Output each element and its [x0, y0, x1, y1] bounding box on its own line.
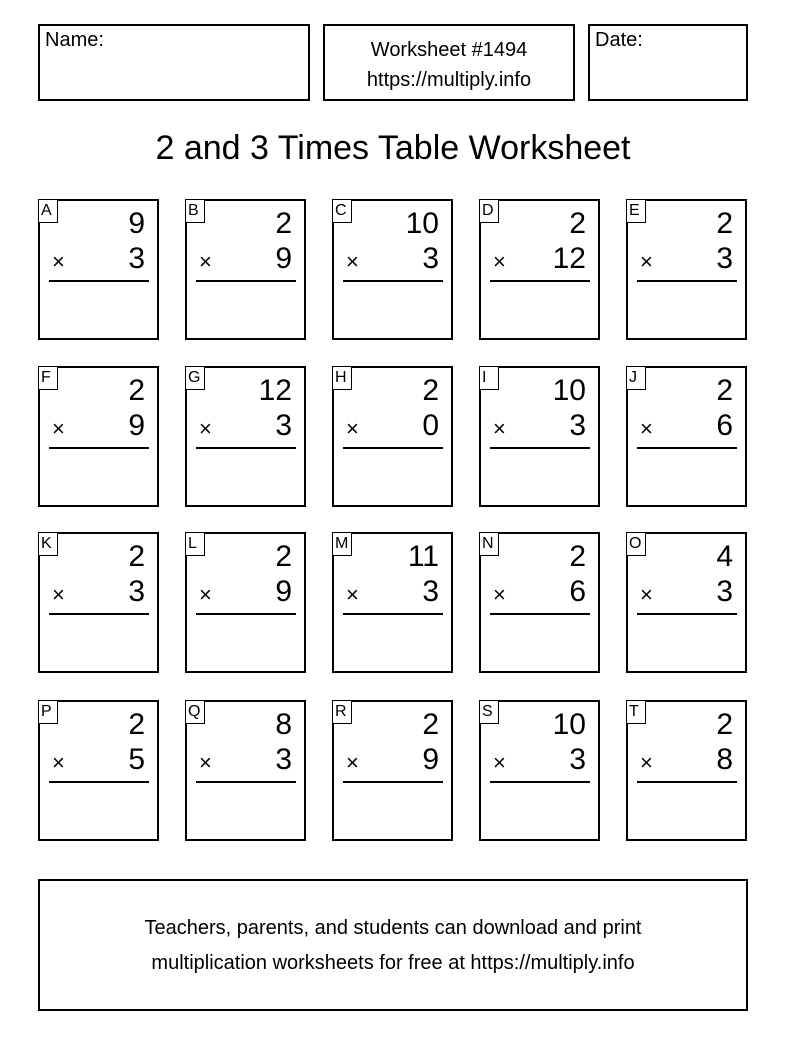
times-sign: ×	[199, 750, 212, 775]
problem-card[interactable]	[185, 700, 306, 841]
multiplicand: 10	[552, 708, 586, 741]
problem-card[interactable]	[479, 366, 600, 507]
multiplier: 3	[716, 242, 733, 275]
problem-letter: A	[38, 199, 58, 223]
multiplier: 3	[275, 743, 292, 776]
multiplier: 3	[128, 242, 145, 275]
multiplicand: 2	[128, 374, 145, 407]
multiplier: 3	[422, 242, 439, 275]
answer-line	[196, 781, 296, 783]
problem-card[interactable]	[38, 199, 159, 340]
times-sign: ×	[493, 582, 506, 607]
multiplier: 5	[128, 743, 145, 776]
problem-letter: N	[479, 532, 499, 556]
problem-letter: K	[38, 532, 58, 556]
problem-card[interactable]	[332, 366, 453, 507]
problem-letter: O	[626, 532, 646, 556]
times-sign: ×	[640, 416, 653, 441]
multiplier: 3	[128, 575, 145, 608]
problem-card[interactable]	[38, 366, 159, 507]
multiplicand: 2	[422, 374, 439, 407]
multiplier: 3	[275, 409, 292, 442]
problem-card[interactable]	[332, 199, 453, 340]
multiplicand: 2	[569, 540, 586, 573]
multiplicand: 2	[569, 207, 586, 240]
problem-letter: M	[332, 532, 352, 556]
answer-line	[196, 613, 296, 615]
multiplier: 6	[716, 409, 733, 442]
times-sign: ×	[52, 582, 65, 607]
multiplicand: 12	[258, 374, 292, 407]
multiplicand: 11	[407, 540, 439, 573]
problem-card[interactable]	[626, 700, 747, 841]
times-sign: ×	[52, 750, 65, 775]
times-sign: ×	[199, 249, 212, 274]
times-sign: ×	[346, 416, 359, 441]
answer-line	[49, 613, 149, 615]
problem-letter: G	[185, 366, 205, 390]
footer-line-2: multiplication worksheets for free at https://multiply.info	[151, 952, 635, 974]
answer-line	[49, 447, 149, 449]
problem-letter: S	[479, 700, 499, 724]
answer-line	[343, 280, 443, 282]
problem-card[interactable]	[479, 199, 600, 340]
multiplier: 9	[275, 242, 292, 275]
multiplicand: 10	[405, 207, 439, 240]
multiplicand: 2	[128, 708, 145, 741]
answer-line	[637, 613, 737, 615]
page-title: 2 and 3 Times Table Worksheet	[155, 129, 631, 167]
times-sign: ×	[346, 249, 359, 274]
worksheet-number: Worksheet #1494	[370, 39, 528, 61]
problem-letter: R	[332, 700, 352, 724]
date-label: Date:	[595, 29, 643, 51]
answer-line	[490, 613, 590, 615]
multiplicand: 8	[275, 708, 292, 741]
answer-line	[343, 613, 443, 615]
times-sign: ×	[52, 416, 65, 441]
problem-letter: E	[626, 199, 646, 223]
answer-line	[343, 781, 443, 783]
multiplier: 9	[422, 743, 439, 776]
problem-letter: T	[626, 700, 646, 724]
times-sign: ×	[346, 750, 359, 775]
times-sign: ×	[493, 416, 506, 441]
worksheet-url: https://multiply.info	[366, 69, 532, 91]
multiplier: 8	[716, 743, 733, 776]
date-field[interactable]	[588, 24, 748, 101]
multiplier: 3	[422, 575, 439, 608]
multiplier: 0	[422, 409, 439, 442]
multiplicand: 2	[275, 540, 292, 573]
times-sign: ×	[493, 249, 506, 274]
answer-line	[490, 447, 590, 449]
problem-card[interactable]	[479, 532, 600, 673]
multiplicand: 2	[716, 207, 733, 240]
problem-letter: C	[332, 199, 352, 223]
problem-letter: L	[185, 532, 205, 556]
times-sign: ×	[52, 249, 65, 274]
times-sign: ×	[346, 582, 359, 607]
multiplicand: 2	[716, 374, 733, 407]
answer-line	[490, 280, 590, 282]
multiplicand: 10	[552, 374, 586, 407]
problem-card[interactable]	[185, 532, 306, 673]
times-sign: ×	[640, 750, 653, 775]
times-sign: ×	[493, 750, 506, 775]
multiplicand: 2	[422, 708, 439, 741]
multiplier: 12	[552, 242, 586, 275]
answer-line	[49, 280, 149, 282]
times-sign: ×	[199, 582, 212, 607]
problem-card[interactable]	[626, 199, 747, 340]
problem-letter: I	[479, 366, 499, 390]
multiplicand: 2	[716, 708, 733, 741]
multiplier: 3	[569, 743, 586, 776]
multiplier: 3	[569, 409, 586, 442]
multiplicand: 9	[128, 207, 145, 240]
multiplier: 9	[128, 409, 145, 442]
name-field[interactable]	[38, 24, 310, 101]
answer-line	[196, 447, 296, 449]
problem-card[interactable]	[38, 532, 159, 673]
worksheet-info-box	[323, 24, 575, 101]
times-sign: ×	[199, 416, 212, 441]
multiplicand: 2	[128, 540, 145, 573]
problem-card[interactable]	[626, 366, 747, 507]
multiplier: 9	[275, 575, 292, 608]
problem-letter: B	[185, 199, 205, 223]
answer-line	[196, 280, 296, 282]
times-sign: ×	[640, 249, 653, 274]
problem-letter: J	[626, 366, 646, 390]
problem-letter: H	[332, 366, 352, 390]
problem-card[interactable]	[38, 700, 159, 841]
multiplier: 6	[569, 575, 586, 608]
footer-box	[38, 879, 748, 1011]
problem-card[interactable]	[479, 700, 600, 841]
problem-card[interactable]	[332, 532, 453, 673]
multiplicand: 4	[716, 540, 733, 573]
times-sign: ×	[640, 582, 653, 607]
answer-line	[343, 447, 443, 449]
answer-line	[490, 781, 590, 783]
problem-card[interactable]	[185, 366, 306, 507]
answer-line	[637, 781, 737, 783]
problem-card[interactable]	[626, 532, 747, 673]
multiplicand: 2	[275, 207, 292, 240]
problem-letter: Q	[185, 700, 205, 724]
answer-line	[637, 447, 737, 449]
problem-letter: F	[38, 366, 58, 390]
name-label: Name:	[45, 29, 104, 51]
problem-card[interactable]	[185, 199, 306, 340]
answer-line	[49, 781, 149, 783]
problem-card[interactable]	[332, 700, 453, 841]
multiplier: 3	[716, 575, 733, 608]
problem-letter: D	[479, 199, 499, 223]
footer-line-1: Teachers, parents, and students can download and print	[144, 917, 642, 939]
answer-line	[637, 280, 737, 282]
problem-letter: P	[38, 700, 58, 724]
